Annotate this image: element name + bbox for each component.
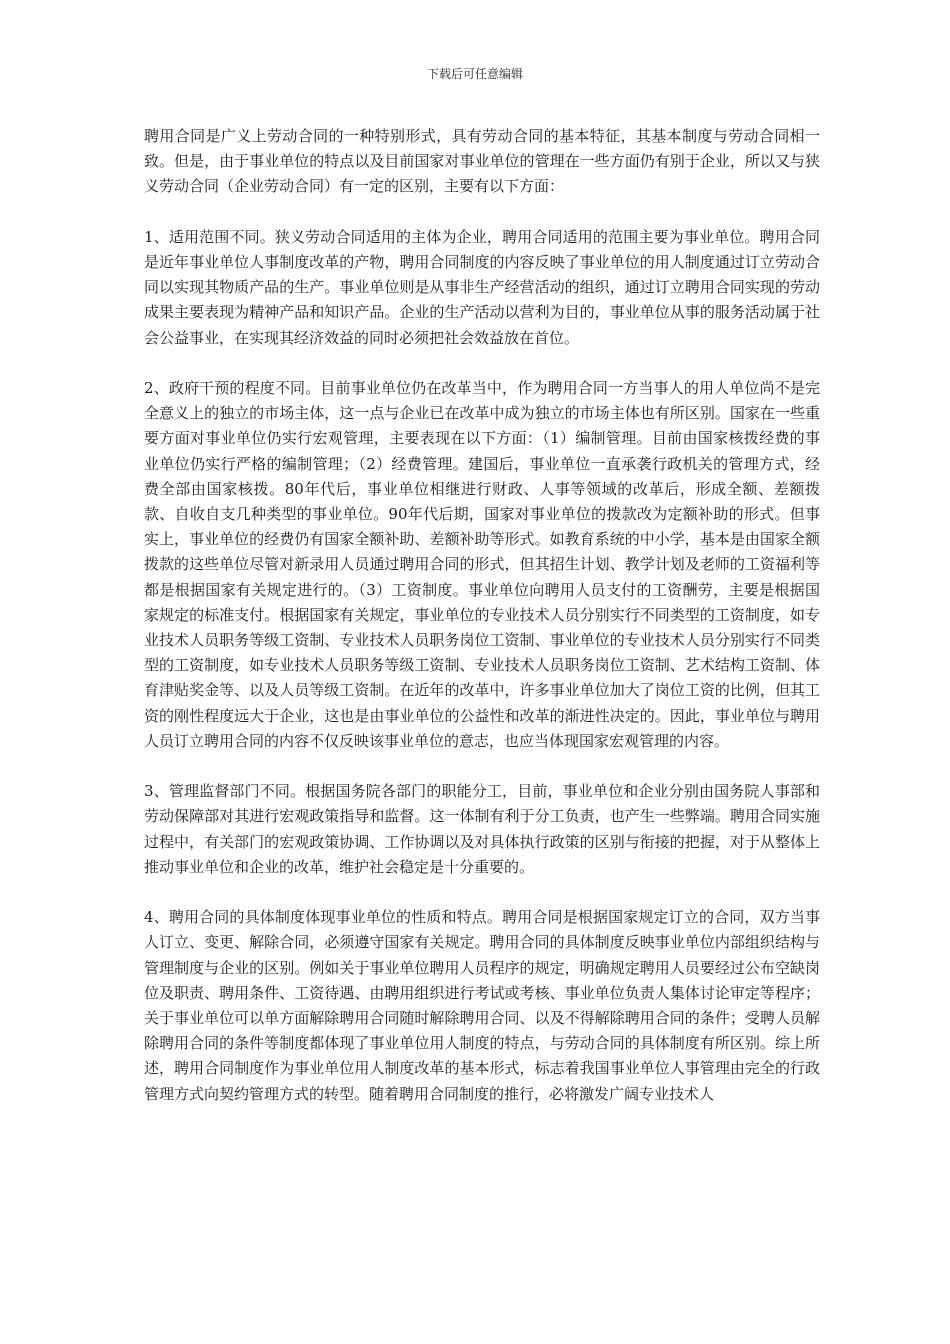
page-header: 下载后可任意编辑	[426, 67, 523, 81]
paragraph-1: 1、适用范围不同。狭义劳动合同适用的主体为企业，聘用合同适用的范围主要为事业单位。聘用合同是近年事业单位人事制度改革的产物，聘用合同制度的内容反映了事业单位的用人制度通过订立劳动合同以实现其物质产品的生产。事业单位则是从事非生产经营活动的组织，通过订立聘用合同实现的劳动成果主要表现为精神产品和知识产品。企业的生产活动以营利为目的，事业单位从事的服务活动属于社会公益事业，在实现其经济效益的同时必须把社会效益放在首位。	[144, 227, 820, 347]
document-body	[144, 124, 820, 1107]
paragraph-3: 3、管理监督部门不同。根据国务院各部门的职能分工，目前，事业单位和企业分别由国务院人事部和劳动保障部对其进行宏观政策指导和监督。这一体制有利于分工负责，也产生一些弊端。聘用合同实施过程中，有关部门的宏观政策协调、工作协调以及对具体执行政策的区别与衔接的把握，对于从整体上推动事业单位和企业的改革，维护社会稳定是十分重要的。	[144, 782, 820, 876]
paragraph-4: 4、聘用合同的具体制度体现事业单位的性质和特点。聘用合同是根据国家规定订立的合同，双方当事人订立、变更、解除合同，必须遵守国家有关规定。聘用合同的具体制度反映事业单位内部组织结构与管理制度与企业的区别。例如关于事业单位聘用人员程序的规定，明确规定聘用人员要经过公布空缺岗位及职责、聘用条件、工资待遇、由聘用组织进行考试或考核、事业单位负责人集体讨论审定等程序；关于事业单位可以单方面解除聘用合同随时解除聘用合同、以及不得解除聘用合同的条件；受聘人员解除聘用合同的条件等制度都体现了事业单位用人制度的特点，与劳动合同的具体制度有所区别。综上所述，聘用合同制度作为事业单位用人制度改革的基本形式，标志着我国事业单位人事管理由完全的行政管理方式向契约管理方式的转型。随着聘用合同制度的推行，必将激发广阔专业技术人	[144, 908, 820, 1103]
paragraph-2: 2、政府干预的程度不同。目前事业单位仍在改革当中，作为聘用合同一方当事人的用人单位尚不是完全意义上的独立的市场主体，这一点与企业已在改革中成为独立的市场主体也有所区别。国家在一些重要方面对事业单位仍实行宏观管理，主要表现在以下方面：（1）编制管理。目前由国家核拨经费的事业单位仍实行严格的编制管理；（2）经费管理。建国后，事业单位一直承袭行政机关的管理方式，经费全部由国家核拨。80年代后，事业单位相继进行财政、人事等领域的改革后，形成全额、差额拨款、自收自支几种类型的事业单位。90年代后期，国家对事业单位的拨款改为定额补助的形式。但事实上，事业单位的经费仍有国家全额补助、差额补助等形式。如教育系统的中小学，基本是由国家全额拨款的这些单位尽管对新录用人员通过聘用合同的形式，但其招生计划、教学计划及老师的工资福利等都是根据国家有关规定进行的。（3）工资制度。事业单位向聘用人员支付的工资酬劳，主要是根据国家规定的标准支付。根据国家有关规定，事业单位的专业技术人员分别实行不同类型的工资制度，如专业技术人员职务等级工资制、专业技术人员职务岗位工资制、事业单位的专业技术人员分别实行不同类型的工资制度，如专业技术人员职务等级工资制、专业技术人员职务岗位工资制、艺术结构工资制、体育津贴奖金等、以及人员等级工资制。在近年的改革中，许多事业单位加大了岗位工资的比例，但其工资的刚性程度远大于企业，这也是由事业单位的公益性和改革的渐进性决定的。因此，事业单位与聘用人员订立聘用合同的内容不仅反映该事业单位的意志，也应当体现国家宏观管理的内容。	[144, 379, 820, 750]
paragraph-intro: 聘用合同是广义上劳动合同的一种特别形式，具有劳动合同的基本特征，其基本制度与劳动合同相一致。但是，由于事业单位的特点以及目前国家对事业单位的管理在一些方面仍有别于企业，所以又与狭义劳动合同（企业劳动合同）有一定的区别，主要有以下方面：	[144, 127, 820, 196]
